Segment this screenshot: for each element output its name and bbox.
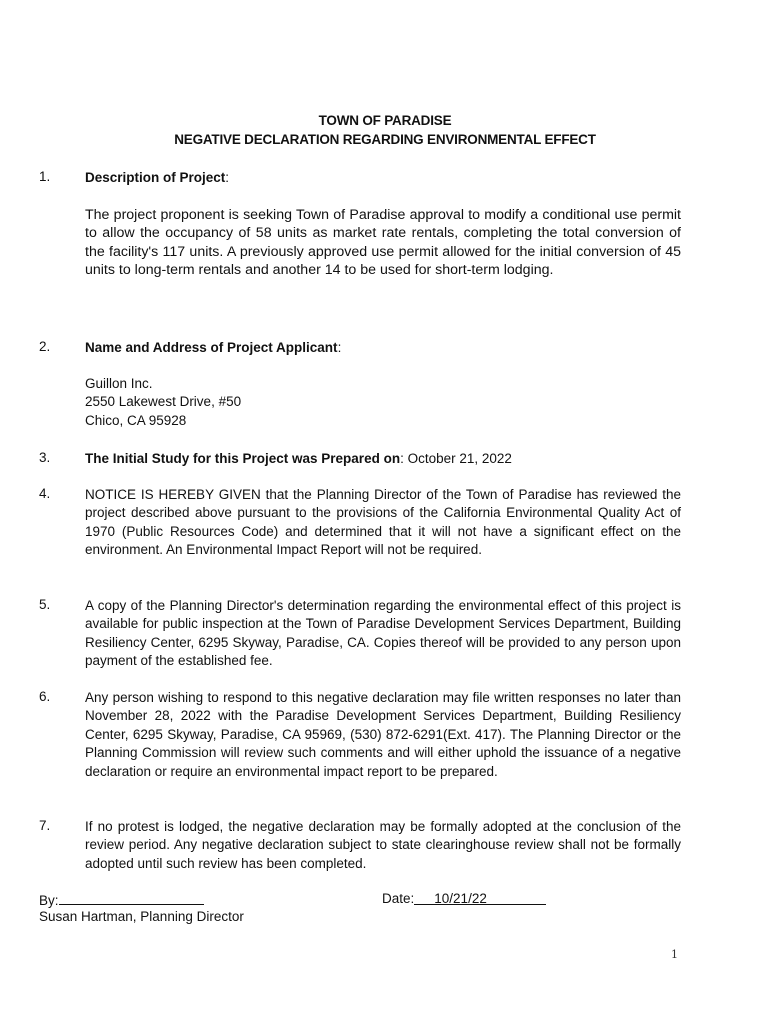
applicant-address bbox=[85, 375, 681, 430]
date-value: 10/21/22 bbox=[434, 891, 487, 906]
section-heading bbox=[85, 450, 681, 468]
project-description: The project proponent is seeking Town of Paradise approval to modify a conditional use permit to allow the occupancy of 58 units as market rate rentals, completing the total conversion of the facility's 117 units. A previously approved use permit allowed for the initial conversion of 45 units to long-term rentals and another 14 to be used for short-term lodging. bbox=[85, 207, 681, 279]
section-heading bbox=[85, 339, 681, 357]
applicant-name: Guillon Inc. bbox=[85, 376, 153, 391]
protest-paragraph: If no protest is lodged, the negative declaration may be formally adopted at the conclusion of the review period. Any negative declaration subject to state clearinghouse review shall not be formally adopted until such review has been completed. bbox=[85, 819, 681, 871]
section-number: 2. bbox=[39, 339, 51, 354]
section-heading-suffix: : bbox=[225, 170, 230, 185]
signer-name: Susan Hartman, Planning Director bbox=[39, 909, 244, 924]
signature-line bbox=[39, 891, 204, 908]
date-label: Date: bbox=[382, 891, 415, 906]
section-number: 4. bbox=[39, 486, 51, 501]
section-number: 6. bbox=[39, 689, 51, 704]
section-heading-label: The Initial Study for this Project was Prepared on bbox=[85, 451, 401, 466]
response-paragraph: Any person wishing to respond to this negative declaration may file written responses no later than November 28, 2022 with the Paradise Development Services Department, Building Resiliency Center, 6295 Skyway, Paradise, CA 95969, (530) 872-6291(Ext. 417). The Planning Director or the Planning Commission will review such comments and will either uphold the issuance of a negative declaration or require an environmental impact report to be prepared. bbox=[85, 690, 681, 779]
initial-study-date: : October 21, 2022 bbox=[400, 451, 512, 466]
date-blank bbox=[414, 891, 546, 905]
document-title-declaration: NEGATIVE DECLARATION REGARDING ENVIRONMENTAL EFFECT bbox=[174, 132, 596, 147]
by-label: By: bbox=[39, 893, 59, 908]
document-title-town: TOWN OF PARADISE bbox=[318, 113, 452, 128]
section-heading-label: Name and Address of Project Applicant bbox=[85, 340, 338, 355]
section-number: 1. bbox=[39, 169, 51, 184]
applicant-street: 2550 Lakewest Drive, #50 bbox=[85, 394, 242, 410]
section-number: 5. bbox=[39, 597, 51, 612]
section-number: 3. bbox=[39, 450, 51, 465]
date-line bbox=[382, 891, 546, 906]
page-number: 1 bbox=[671, 948, 678, 961]
notice-paragraph: NOTICE IS HEREBY GIVEN that the Planning Director of the Town of Paradise has reviewed the project described above pursuant to the provisions of the California Environmental Quality Act of 1970 (Public Resources Code) and determined that it will not have a significant effect on the environment. An Environmental Impact Report will not be required. bbox=[85, 487, 681, 558]
applicant-city: Chico, CA 95928 bbox=[85, 412, 187, 428]
inspection-paragraph: A copy of the Planning Director's determination regarding the environmental effect of this project is available for public inspection at the Town of Paradise Development Services Department, Building Resiliency Center, 6295 Skyway, Paradise, CA. Copies thereof will be provided to any person upon payment of the established fee. bbox=[85, 598, 681, 669]
signature-blank bbox=[59, 891, 204, 905]
section-heading-suffix: : bbox=[337, 340, 342, 355]
section-heading bbox=[85, 169, 681, 187]
section-heading-label: Description of Project bbox=[85, 170, 226, 185]
section-number: 7. bbox=[39, 818, 51, 833]
